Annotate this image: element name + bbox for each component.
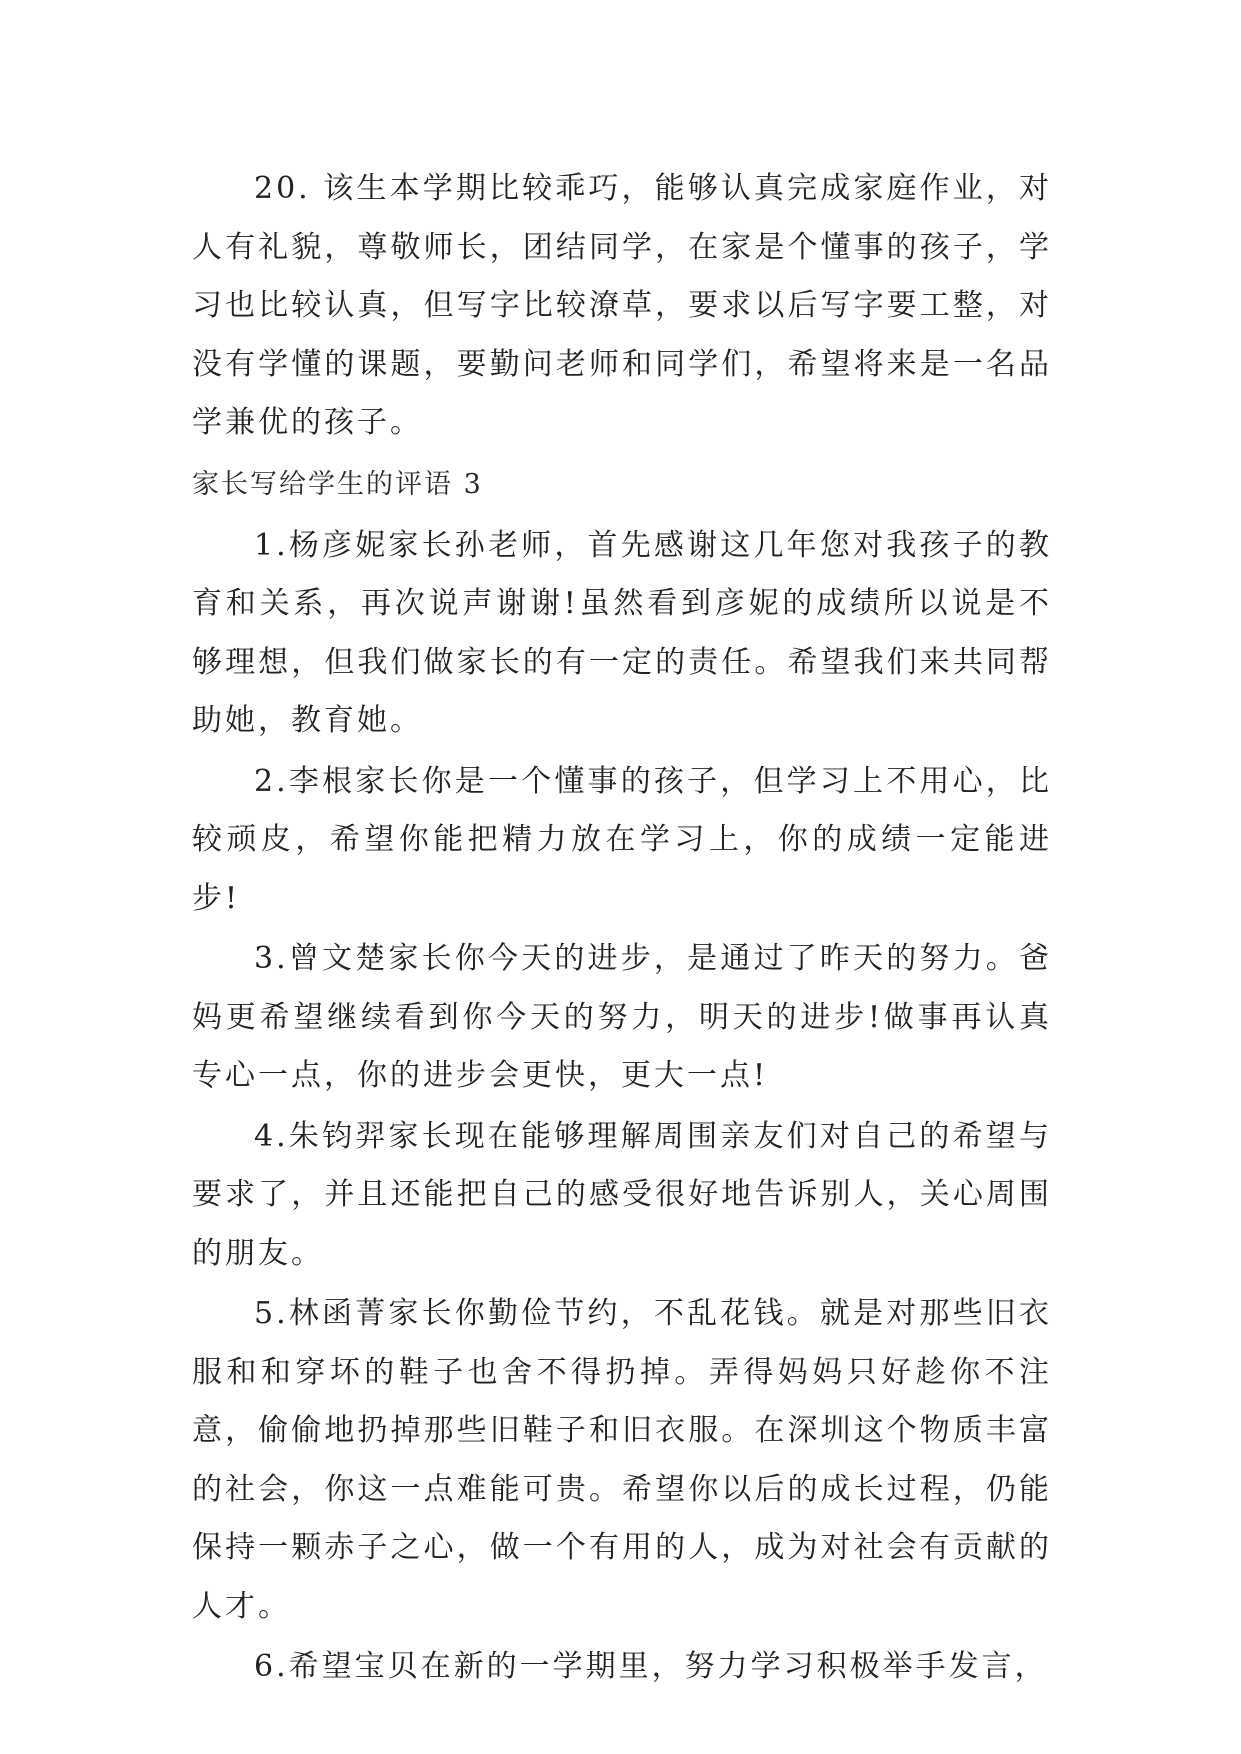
paragraph-item-6: 6.希望宝贝在新的一学期里，努力学习积极举手发言，	[254, 1649, 1048, 1684]
document-body	[192, 160, 1052, 1697]
paragraph-item-1: 1.杨彦妮家长孙老师，首先感谢这几年您对我孩子的教育和关系，再次说声谢谢!虽然看到彦妮的成绩所以说是不够理想，但我们做家长的有一定的责任。希望我们来共同帮助她，教育她。	[192, 527, 1052, 738]
paragraph-item-4: 4.朱钧羿家长现在能够理解周围亲友们对自己的希望与要求了，并且还能把自己的感受很好地告诉别人，关心周围的朋友。	[192, 1118, 1052, 1271]
section-heading: 家长写给学生的评语 3	[192, 468, 483, 500]
paragraph-item-3: 3.曾文楚家长你今天的进步，是通过了昨天的努力。爸妈更希望继续看到你今天的努力，明天的进步!做事再认真专心一点，你的进步会更快，更大一点!	[192, 941, 1052, 1093]
paragraph-item-5: 5.林函菁家长你勤俭节约，不乱花钱。就是对那些旧衣服和和穿坏的鞋子也舍不得扔掉。弄得妈妈只好趁你不注意，偷偷地扔掉那些旧鞋子和旧衣服。在深圳这个物质丰富的社会，你这一点难能可贵。希望你以后的成长过程，仍能保持一颗赤子之心，做一个有用的人，成为对社会有贡献的人才。	[192, 1296, 1052, 1624]
paragraph-20: 20. 该生本学期比较乖巧，能够认真完成家庭作业，对人有礼貌，尊敬师长，团结同学，在家是个懂事的孩子，学习也比较认真，但写字比较潦草，要求以后写字要工整，对没有学懂的课题，要勤问老师和同学们，希望将来是一名品学兼优的孩子。	[192, 171, 1052, 440]
paragraph-item-2: 2.李根家长你是一个懂事的孩子，但学习上不用心，比较顽皮，希望你能把精力放在学习上，你的成绩一定能进步!	[192, 763, 1052, 916]
